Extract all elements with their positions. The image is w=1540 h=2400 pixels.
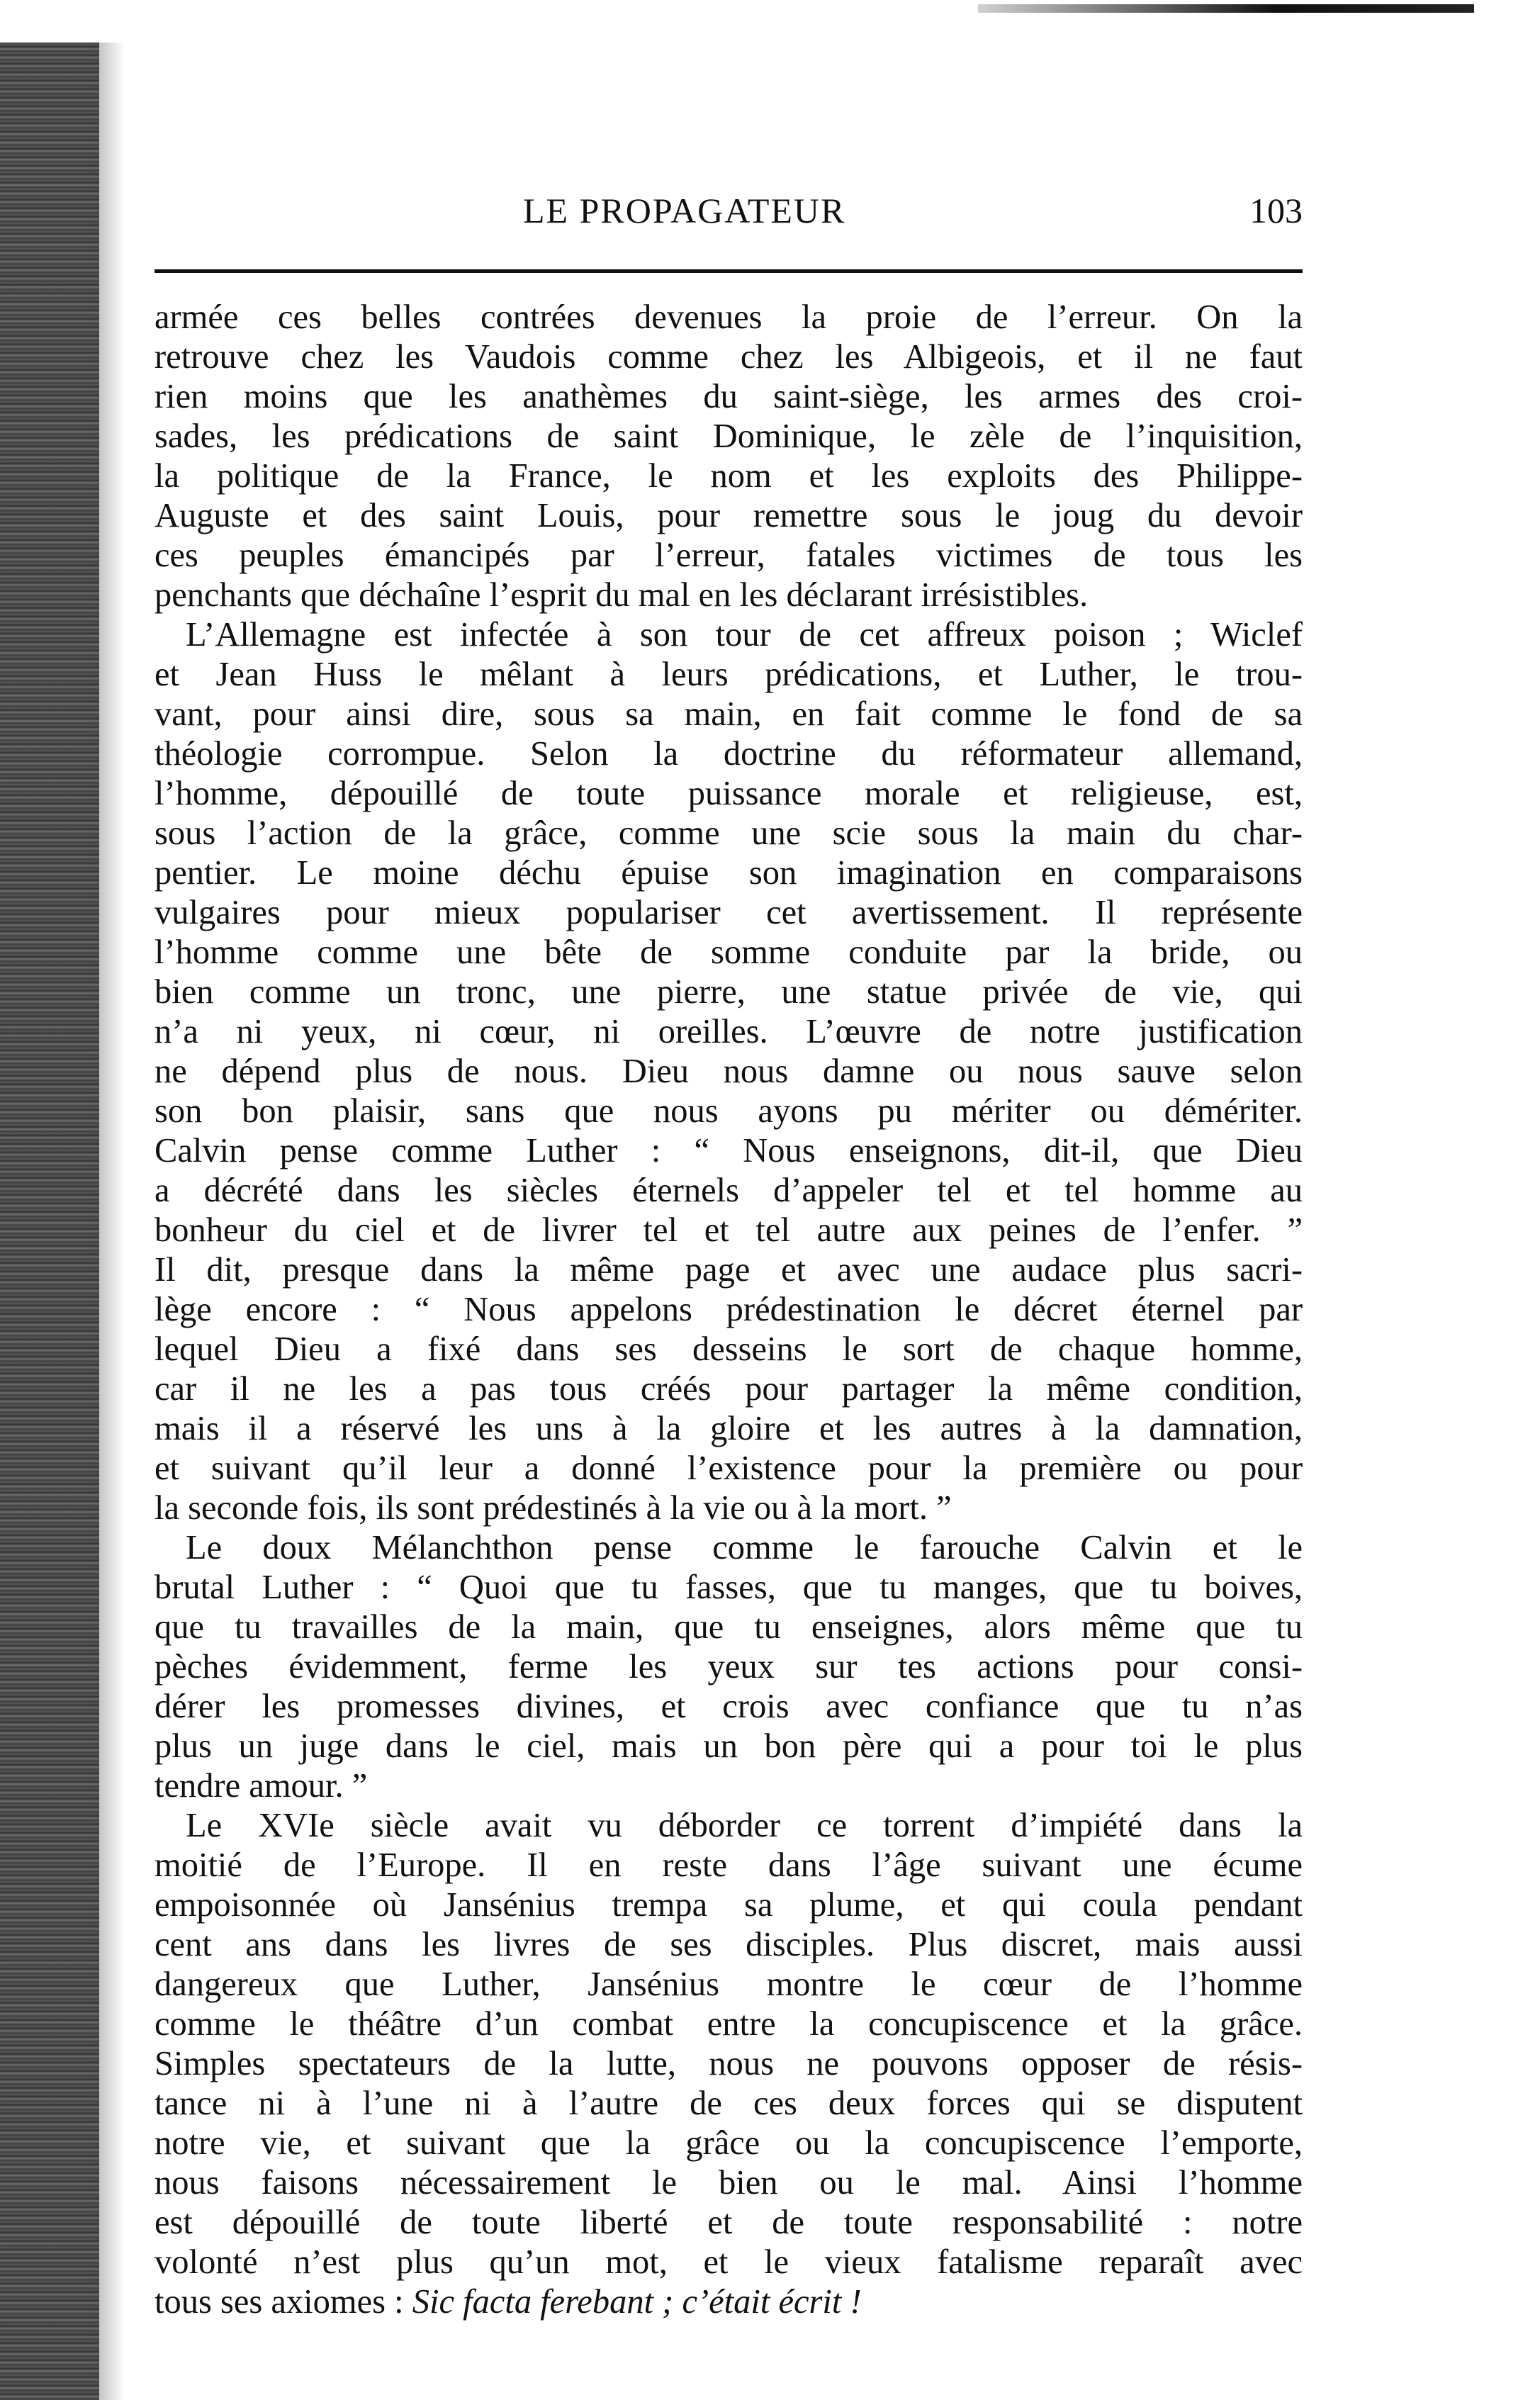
running-title: LE PROPAGATEUR — [523, 191, 846, 230]
text-line: pèches évidemment, ferme les yeux sur tes actions pour consi- — [154, 1648, 1303, 1686]
text-line: volonté n’est plus qu’un mot, et le vieux fatalisme reparaît avec — [154, 2243, 1303, 2281]
text-line: comme le théâtre d’un combat entre la concupiscence et la grâce. — [154, 2005, 1303, 2043]
text-line: dérer les promesses divines, et crois avec confiance que tu n’as — [154, 1688, 1303, 1725]
text-line: n’a ni yeux, ni cœur, ni oreilles. L’œuvre de notre justification — [154, 1013, 1303, 1050]
book-binding-edge — [0, 43, 99, 2400]
text-line: sous l’action de la grâce, comme une scie sous la main du char- — [154, 814, 1303, 852]
text-line: lequel Dieu a fixé dans ses desseins le sort de chaque homme, — [154, 1330, 1303, 1368]
final-text-line — [154, 2282, 1303, 2322]
text-line: sades, les prédications de saint Dominique, le zèle de l’inquisition, — [154, 417, 1303, 455]
text-line: rien moins que les anathèmes du saint-siège, les armes des croi- — [154, 378, 1303, 415]
text-line: la politique de la France, le nom et les exploits des Philippe- — [154, 457, 1303, 495]
text-line: cent ans dans les livres de ses disciples. Plus discret, mais aussi — [154, 1926, 1303, 1963]
text-line: pentier. Le moine déchu épuise son imagination en comparaisons — [154, 854, 1303, 892]
text-line: que tu travailles de la main, que tu enseignes, alors même que tu — [154, 1608, 1303, 1646]
text-line: moitié de l’Europe. Il en reste dans l’âge suivant une écume — [154, 1846, 1303, 1884]
text-line: Simples spectateurs de la lutte, nous ne pouvons opposer de résis- — [154, 2045, 1303, 2082]
final-line-roman: tous ses axiomes : — [154, 2283, 412, 2321]
text-line: Auguste et des saint Louis, pour remettre sous le joug du devoir — [154, 497, 1303, 534]
text-line: armée ces belles contrées devenues la proie de l’erreur. On la — [154, 298, 1303, 336]
top-edge-mark — [978, 4, 1474, 13]
page-number: 103 — [1249, 191, 1303, 230]
text-line: vulgaires pour mieux populariser cet avertissement. Il représente — [154, 894, 1303, 931]
text-line: penchants que déchaîne l’esprit du mal en les déclarant irrésistibles. — [154, 576, 1089, 614]
text-line: nous faisons nécessairement le bien ou le mal. Ainsi l’homme — [154, 2164, 1303, 2202]
text-line: l’homme comme une bête de somme conduite par la bride, ou — [154, 933, 1303, 971]
text-line: est dépouillé de toute liberté et de toute responsabilité : notre — [154, 2204, 1303, 2241]
text-line: a décrété dans les siècles éternels d’appeler tel et tel homme au — [154, 1172, 1303, 1209]
text-line: plus un juge dans le ciel, mais un bon père qui a pour toi le plus — [154, 1727, 1303, 1765]
text-line: ces peuples émancipés par l’erreur, fatales victimes de tous les — [154, 537, 1303, 574]
text-line: bien comme un tronc, une pierre, une statue privée de vie, qui — [154, 973, 1303, 1011]
running-head — [154, 190, 1303, 240]
header-rule — [154, 269, 1303, 273]
text-line: Calvin pense comme Luther : “ Nous enseignons, dit-il, que Dieu — [154, 1132, 1303, 1170]
text-line: et suivant qu’il leur a donné l’existence pour la première ou pour — [154, 1449, 1303, 1487]
text-line: et Jean Huss le mêlant à leurs prédications, et Luther, le trou- — [154, 656, 1303, 693]
text-line: la seconde fois, ils sont prédestinés à la vie ou à la mort. ” — [154, 1489, 952, 1527]
text-line: dangereux que Luther, Jansénius montre le cœur de l’homme — [154, 1966, 1303, 2003]
text-line: bonheur du ciel et de livrer tel et tel autre aux peines de l’enfer. ” — [154, 1211, 1303, 1249]
text-line: car il ne les a pas tous créés pour partager la même condition, — [154, 1370, 1303, 1408]
text-line: mais il a réservé les uns à la gloire et les autres à la damnation, — [154, 1410, 1303, 1447]
text-line: notre vie, et suivant que la grâce ou la concupiscence l’emporte, — [154, 2124, 1303, 2162]
text-line: son bon plaisir, sans que nous ayons pu mériter ou démériter. — [154, 1092, 1303, 1130]
text-line: tendre amour. ” — [154, 1767, 368, 1805]
text-line: tance ni à l’une ni à l’autre de ces deux forces qui se disputent — [154, 2085, 1303, 2122]
text-line: l’homme, dépouillé de toute puissance morale et religieuse, est, — [154, 775, 1303, 812]
text-line: L’Allemagne est infectée à son tour de cet affreux poison ; Wiclef — [186, 616, 1303, 654]
text-line: brutal Luther : “ Quoi que tu fasses, que tu manges, que tu boives, — [154, 1569, 1303, 1606]
text-line: Il dit, presque dans la même page et avec une audace plus sacri- — [154, 1251, 1303, 1289]
body-text — [154, 298, 1303, 2322]
text-line: empoisonnée où Jansénius trempa sa plume, et qui coula pendant — [154, 1886, 1303, 1924]
text-line: retrouve chez les Vaudois comme chez les Albigeois, et il ne faut — [154, 338, 1303, 376]
text-line: Le doux Mélanchthon pense comme le farouche Calvin et le — [186, 1529, 1303, 1566]
text-line: lège encore : “ Nous appelons prédestination le décret éternel par — [154, 1291, 1303, 1328]
final-line-italic: Sic facta ferebant ; c’était écrit ! — [412, 2283, 862, 2321]
text-line: Le XVIe siècle avait vu déborder ce torrent d’impiété dans la — [186, 1807, 1303, 1844]
text-line: vant, pour ainsi dire, sous sa main, en fait comme le fond de sa — [154, 695, 1303, 733]
text-line: ne dépend plus de nous. Dieu nous damne ou nous sauve selon — [154, 1053, 1303, 1090]
text-line: théologie corrompue. Selon la doctrine du réformateur allemand, — [154, 735, 1303, 773]
